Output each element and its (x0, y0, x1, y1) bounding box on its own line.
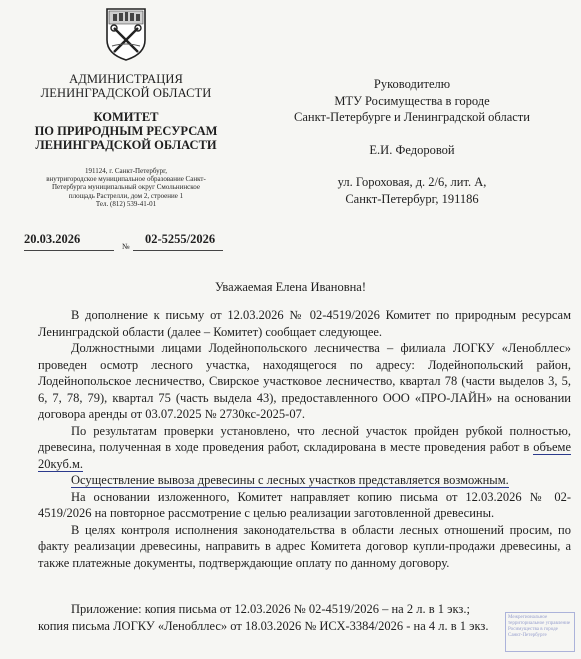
registration-date: 20.03.2026 (24, 232, 81, 246)
attachment-line-1: Приложение: копия письма от 12.03.2026 № 02-4519/2026 – на 2 л. в 1 экз.; (71, 602, 470, 616)
address-line-3: Петербурга муниципальный округ Смольнинское (51, 183, 200, 192)
committee-line-3: ЛЕНИНГРАДСКОЙ ОБЛАСТИ (35, 138, 217, 152)
committee-line-1: КОМИТЕТ (93, 110, 159, 124)
paragraph-3 (38, 423, 571, 473)
address-line-1: 191124, г. Санкт-Петербург, (85, 167, 167, 175)
coat-of-arms-icon (104, 6, 148, 62)
number-underline (133, 250, 223, 251)
volume-highlight: объеме 20куб.м. (38, 440, 571, 471)
paragraph-4 (38, 472, 571, 489)
committee-title (20, 110, 232, 152)
letter-body (38, 307, 571, 571)
salutation: Уважаемая Елена Ивановна! (214, 280, 367, 294)
admin-line-1: АДМИНИСТРАЦИЯ (69, 72, 183, 86)
paragraph-1: В дополнение к письму от 12.03.2026 № 02-4519/2026 Комитет по природным ресурсам Ленинградской области (далее – Комитет) сообщает следующее. (38, 308, 571, 339)
address-line-5: Тел. (812) 539-41-01 (95, 199, 157, 208)
recipient-name: Е.И. Федоровой (369, 142, 455, 157)
administration-title (20, 72, 232, 100)
number-sign: № (122, 242, 130, 251)
address-line-4: площадь Растрелли, дом 2, строение 1 (68, 191, 184, 200)
paragraph-3-text: По результатам проверки установлено, что лесной участок пройден рубкой полностью, древесина, полученная в ходе проведения работ, складирована в месте проведения работ в (38, 423, 571, 454)
committee-line-2: ПО ПРИРОДНЫМ РЕСУРСАМ (34, 124, 218, 138)
paragraph-6: В целях контроля исполнения законодательства в области лесных отношений просим, по факту реализации древесины, направить в адрес Комитета договор купли-продажи древесины, а также платежные документы, подтверждающие оплату по данному договору. (38, 522, 571, 570)
paragraph-2: Должностными лицами Лодейнопольского лесничества – филиала ЛОГКУ «Ленобллес» проведен осмотр лесного участка, находящегося по адресу: Лодейнопольский район, Лодейнопольское лесничество, Свирское участковое лесничество, квартал 78 (части выделов 3, 5, 6, 7, 78, 79), квартал 75 (часть выдела 43), предоставленного ООО «ПРО-ЛАЙН» на основании договора аренды от 03.07.2025 № 2730кс-2025-07. (38, 341, 571, 421)
recipient-address-line-2: Санкт-Петербург, 191186 (345, 191, 479, 206)
address-line-2: внутригородское муниципальное образование Санкт- (46, 175, 206, 184)
attachment-line-2: копия письма ЛОГКУ «Ленобллес» от 18.03.2026 № ИСХ-3384/2026 - на 4 л. в 1 экз. (38, 618, 489, 633)
recipient-line-1: Руководителю (373, 77, 451, 91)
paragraph-4-text: Осуществление вывоза древесины с лесных участков представляется возможным. (71, 473, 509, 487)
recipient-address-line-1: ул. Гороховая, д. 2/6, лит. А, (337, 175, 487, 189)
date-underline (24, 250, 114, 251)
registration-stamp: Межрегиональное территориальное управление Росимущества в городе Санкт-Петербурге (505, 612, 575, 652)
paragraph-5: На основании изложенного, Комитет направляет копию письма от 12.03.2026 № 02-4519/2026 на повторное рассмотрение с целью реализации заготовленной древесины. (38, 489, 571, 520)
attachment-block (38, 601, 571, 634)
registration-number: 02-5255/2026 (145, 232, 216, 246)
committee-address (20, 167, 232, 208)
recipient-block (262, 76, 562, 207)
recipient-line-3: Санкт-Петербурге и Ленинградской области (294, 110, 530, 124)
recipient-line-2: МТУ Росимущества в городе (334, 93, 490, 108)
admin-line-2: ЛЕНИНГРАДСКОЙ ОБЛАСТИ (40, 86, 212, 100)
